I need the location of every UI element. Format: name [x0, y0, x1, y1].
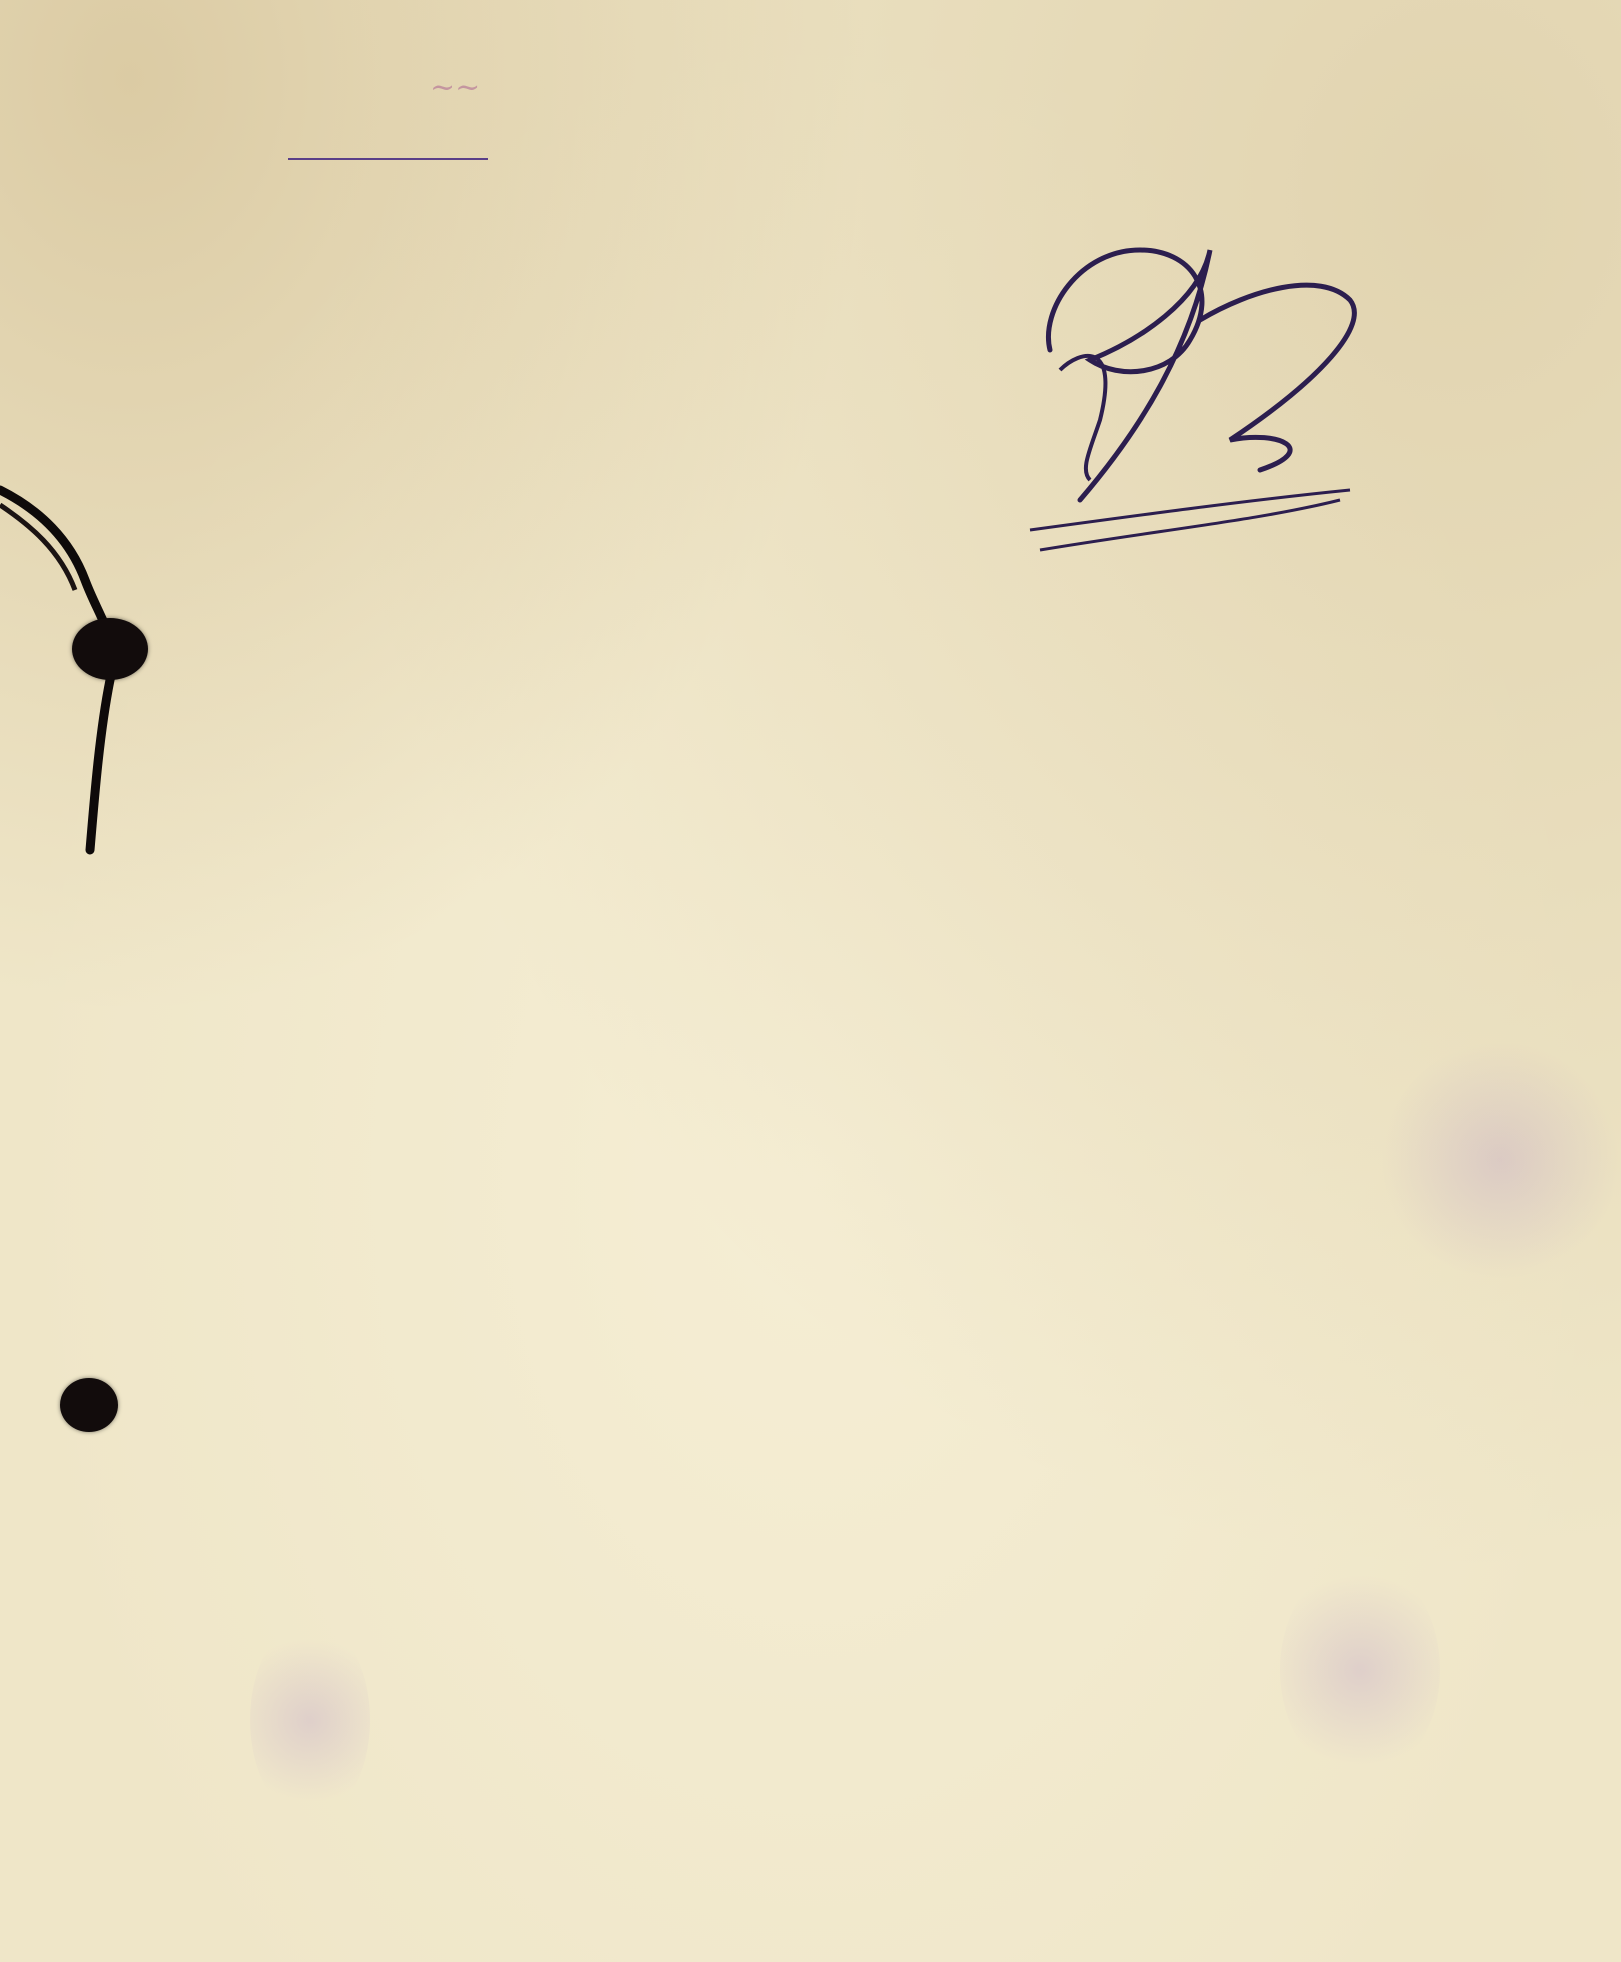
registry-stamp	[60, 8, 660, 223]
ink-smudge	[250, 1620, 370, 1820]
punch-hole-bottom	[60, 1378, 118, 1432]
ink-smudge	[1280, 1560, 1440, 1780]
stamp-handwritten-mark: ~~	[430, 70, 481, 105]
handwritten-signature	[1020, 230, 1400, 590]
ink-smudge	[1380, 1040, 1620, 1280]
binding-cord-icon	[0, 470, 160, 890]
punch-hole-top	[72, 618, 148, 680]
stamp-number-underline	[288, 158, 488, 160]
